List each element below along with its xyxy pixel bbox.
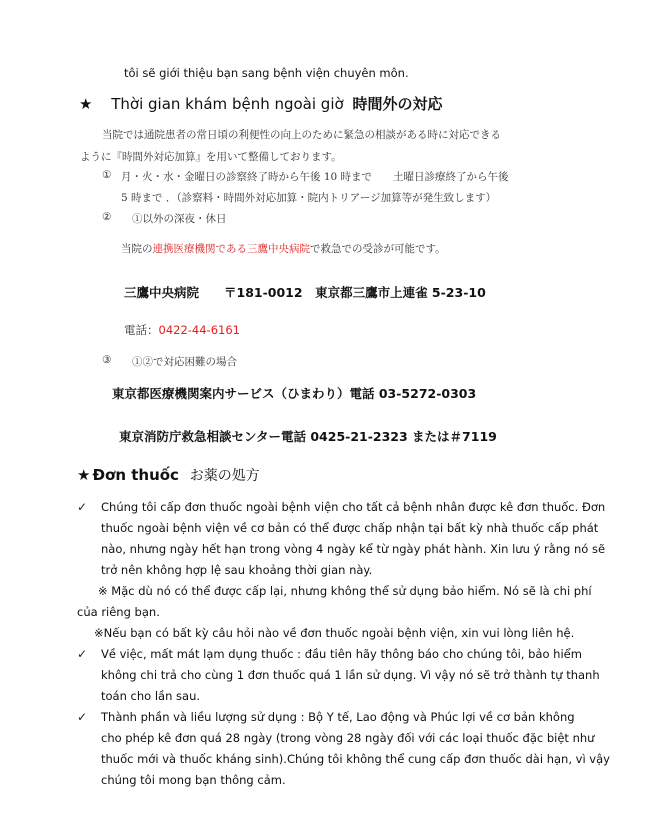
heading-title-vi: Đơn thuốc xyxy=(92,466,179,484)
bullet-2-line3: toán cho lần sau. xyxy=(101,689,201,703)
bullet-2-line2: không chi trả cho cùng 1 đơn thuốc quá 1 lần sử dụng. Vì vậy nó sẽ trở thành tự thanh xyxy=(101,668,600,682)
heading-title-jp: 時間外の対応 xyxy=(352,95,443,113)
after-hours-paragraph-line1: 当院では通院患者の常日頃の利便性の向上のために緊急の相談がある時に対応できる xyxy=(102,129,501,141)
star-icon: ★ xyxy=(79,95,93,113)
heading-title-jp: お薬の処方 xyxy=(189,468,260,484)
note-1-line1: ※ Mặc dù nó có thể được cấp lại, nhưng không thể sử dụng bảo hiểm. Nó sẽ là chi phí xyxy=(98,584,592,598)
check-icon: ✓ xyxy=(77,710,88,724)
check-icon: ✓ xyxy=(77,647,88,661)
bullet-1-line1: Chúng tôi cấp đơn thuốc ngoài bệnh viện cho tất cả bệnh nhân được kê đơn thuốc. Đơn xyxy=(101,500,606,514)
phone-label: 電話： xyxy=(124,323,159,337)
himawari-service-line: 東京都医療機関案内サービス（ひまわり）電話 03-5272-0303 xyxy=(112,386,477,401)
bullet-3-line2: cho phép kê đơn quá 28 ngày (trong vòng 28 ngày đối với các loại thuốc đặc biệt như xyxy=(101,731,595,745)
bullet-1-line4: trở nên không hợp lệ sau khoảng thời gian này. xyxy=(101,563,373,577)
hospital-address: 三鷹中央病院 〒181-0012 東京都三鷹市上連雀 5-23-10 xyxy=(124,285,486,300)
bullet-3-line1: Thành phần và liều lượng sử dụng : Bộ Y tế, Lao động và Phúc lợi về cơ bản không xyxy=(101,710,575,724)
item-3-number: ③ xyxy=(102,354,112,366)
item-2-number: ② xyxy=(102,211,112,223)
partner-pre: 当院の xyxy=(121,243,153,255)
partner-post: で救急での受診が可能です。 xyxy=(310,243,446,255)
section-heading-prescription xyxy=(77,465,260,485)
intro-line: tôi sẽ giới thiệu bạn sang bệnh viện chuyên môn. xyxy=(124,66,409,80)
bullet-2-line1: Về việc, mất mát lạm dụng thuốc : đầu tiên hãy thông báo cho chúng tôi, bảo hiểm xyxy=(101,647,582,661)
check-icon: ✓ xyxy=(77,500,88,514)
section-heading-after-hours xyxy=(79,93,442,114)
after-hours-paragraph-line2: ように『時間外対応加算』を用いて整備しております。 xyxy=(80,151,342,163)
phone-number: 0422-44-6161 xyxy=(158,323,240,337)
item-1-line1: 月・火・水・金曜日の診察終了時から午後 10 時まで 土曜日診療終了から午後 xyxy=(121,171,509,183)
note-1-line2: của riêng bạn. xyxy=(77,605,160,619)
partner-hospital-line xyxy=(121,241,446,256)
item-3-text: ①②で対応困難の場合 xyxy=(132,356,237,368)
heading-title-vi: Thời gian khám bệnh ngoài giờ xyxy=(111,95,344,113)
item-1-number: ① xyxy=(102,169,112,181)
hospital-phone xyxy=(124,322,240,338)
bullet-1-line2: thuốc ngoài bệnh viện về cơ bản có thể được chấp nhận tại bất kỳ nhà thuốc cấp phát xyxy=(101,521,599,535)
fire-department-line: 東京消防庁救急相談センター電話 0425-21-2323 または＃7119 xyxy=(119,429,497,444)
note-2: ※Nếu bạn có bất kỳ câu hỏi nào về đơn thuốc ngoài bệnh viện, xin vui lòng liên hệ. xyxy=(94,626,575,640)
bullet-1-line3: nào, nhưng ngày hết hạn trong vòng 4 ngày kể từ ngày phát hành. Xin lưu ý rằng nó sẽ xyxy=(101,542,606,556)
item-1-line2: 5 時まで ．（診察料・時間外対応加算・院内トリアージ加算等が発生致します） xyxy=(121,192,497,204)
bullet-3-line4: chúng tôi mong bạn thông cảm. xyxy=(101,773,286,787)
item-2-text: ①以外の深夜・休日 xyxy=(132,213,227,225)
partner-hospital-name: 連携医療機関である三鷹中央病院 xyxy=(152,243,310,255)
star-icon: ★ xyxy=(77,466,91,484)
bullet-3-line3: thuốc mới và thuốc kháng sinh).Chúng tôi không thể cung cấp đơn thuốc dài hạn, vì vậy xyxy=(101,752,610,766)
